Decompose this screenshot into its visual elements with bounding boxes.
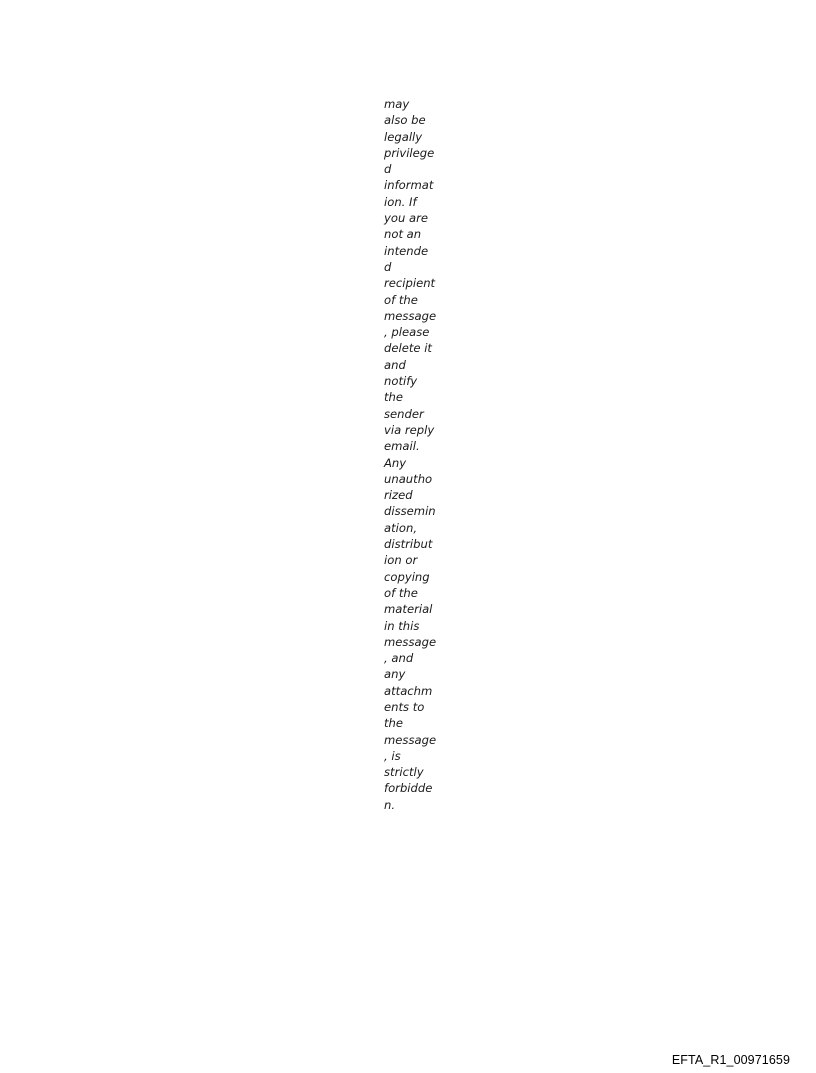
disclaimer-line: the [384,390,404,405]
document-bates-id: EFTA_R1_00971659 [671,1053,790,1067]
disclaimer-line: strictly [384,765,424,780]
disclaimer-line: copying [384,569,430,584]
disclaimer-text-column [384,96,444,813]
disclaimer-line: you are [384,211,428,226]
disclaimer-line: unautho [384,471,433,486]
disclaimer-line: d [384,162,392,177]
disclaimer-line: message [384,308,437,323]
disclaimer-line: material [384,602,433,617]
disclaimer-line: forbidde [384,781,433,796]
disclaimer-line: dissemin [384,504,436,519]
disclaimer-line: any [384,667,406,682]
disclaimer-line: legally [384,129,423,144]
disclaimer-line: not an [384,227,422,242]
disclaimer-line: ion. If [384,194,417,209]
disclaimer-line: informat [384,178,434,193]
disclaimer-line: message [384,732,437,747]
disclaimer-line: sender [384,406,424,421]
disclaimer-line: , please [384,325,430,340]
disclaimer-line: d [384,259,392,274]
disclaimer-line: of the [384,292,418,307]
disclaimer-line: notify [384,374,418,389]
disclaimer-line: may [384,97,410,111]
disclaimer-line: in this [384,618,420,633]
disclaimer-line: also be [384,113,426,128]
disclaimer-line: ion or [384,553,418,568]
disclaimer-line: delete it [384,341,432,356]
disclaimer-line: email. [384,439,420,454]
disclaimer-line: distribut [384,537,433,552]
disclaimer-line: Any [384,455,407,470]
disclaimer-line: n. [384,797,396,812]
disclaimer-line: via reply [384,422,435,437]
disclaimer-line: , and [384,651,414,666]
disclaimer-line: rized [384,488,413,503]
disclaimer-line: recipient [384,276,436,291]
disclaimer-line: and [384,357,406,372]
disclaimer-line: attachm [384,683,433,698]
disclaimer-line: privilege [384,145,435,160]
disclaimer-line: ents to [384,699,425,714]
disclaimer-line: message [384,634,437,649]
disclaimer-line: , is [384,748,401,763]
disclaimer-line: the [384,716,404,731]
disclaimer-line: intende [384,243,429,258]
disclaimer-line: of the [384,585,418,600]
disclaimer-line: ation, [384,520,417,535]
